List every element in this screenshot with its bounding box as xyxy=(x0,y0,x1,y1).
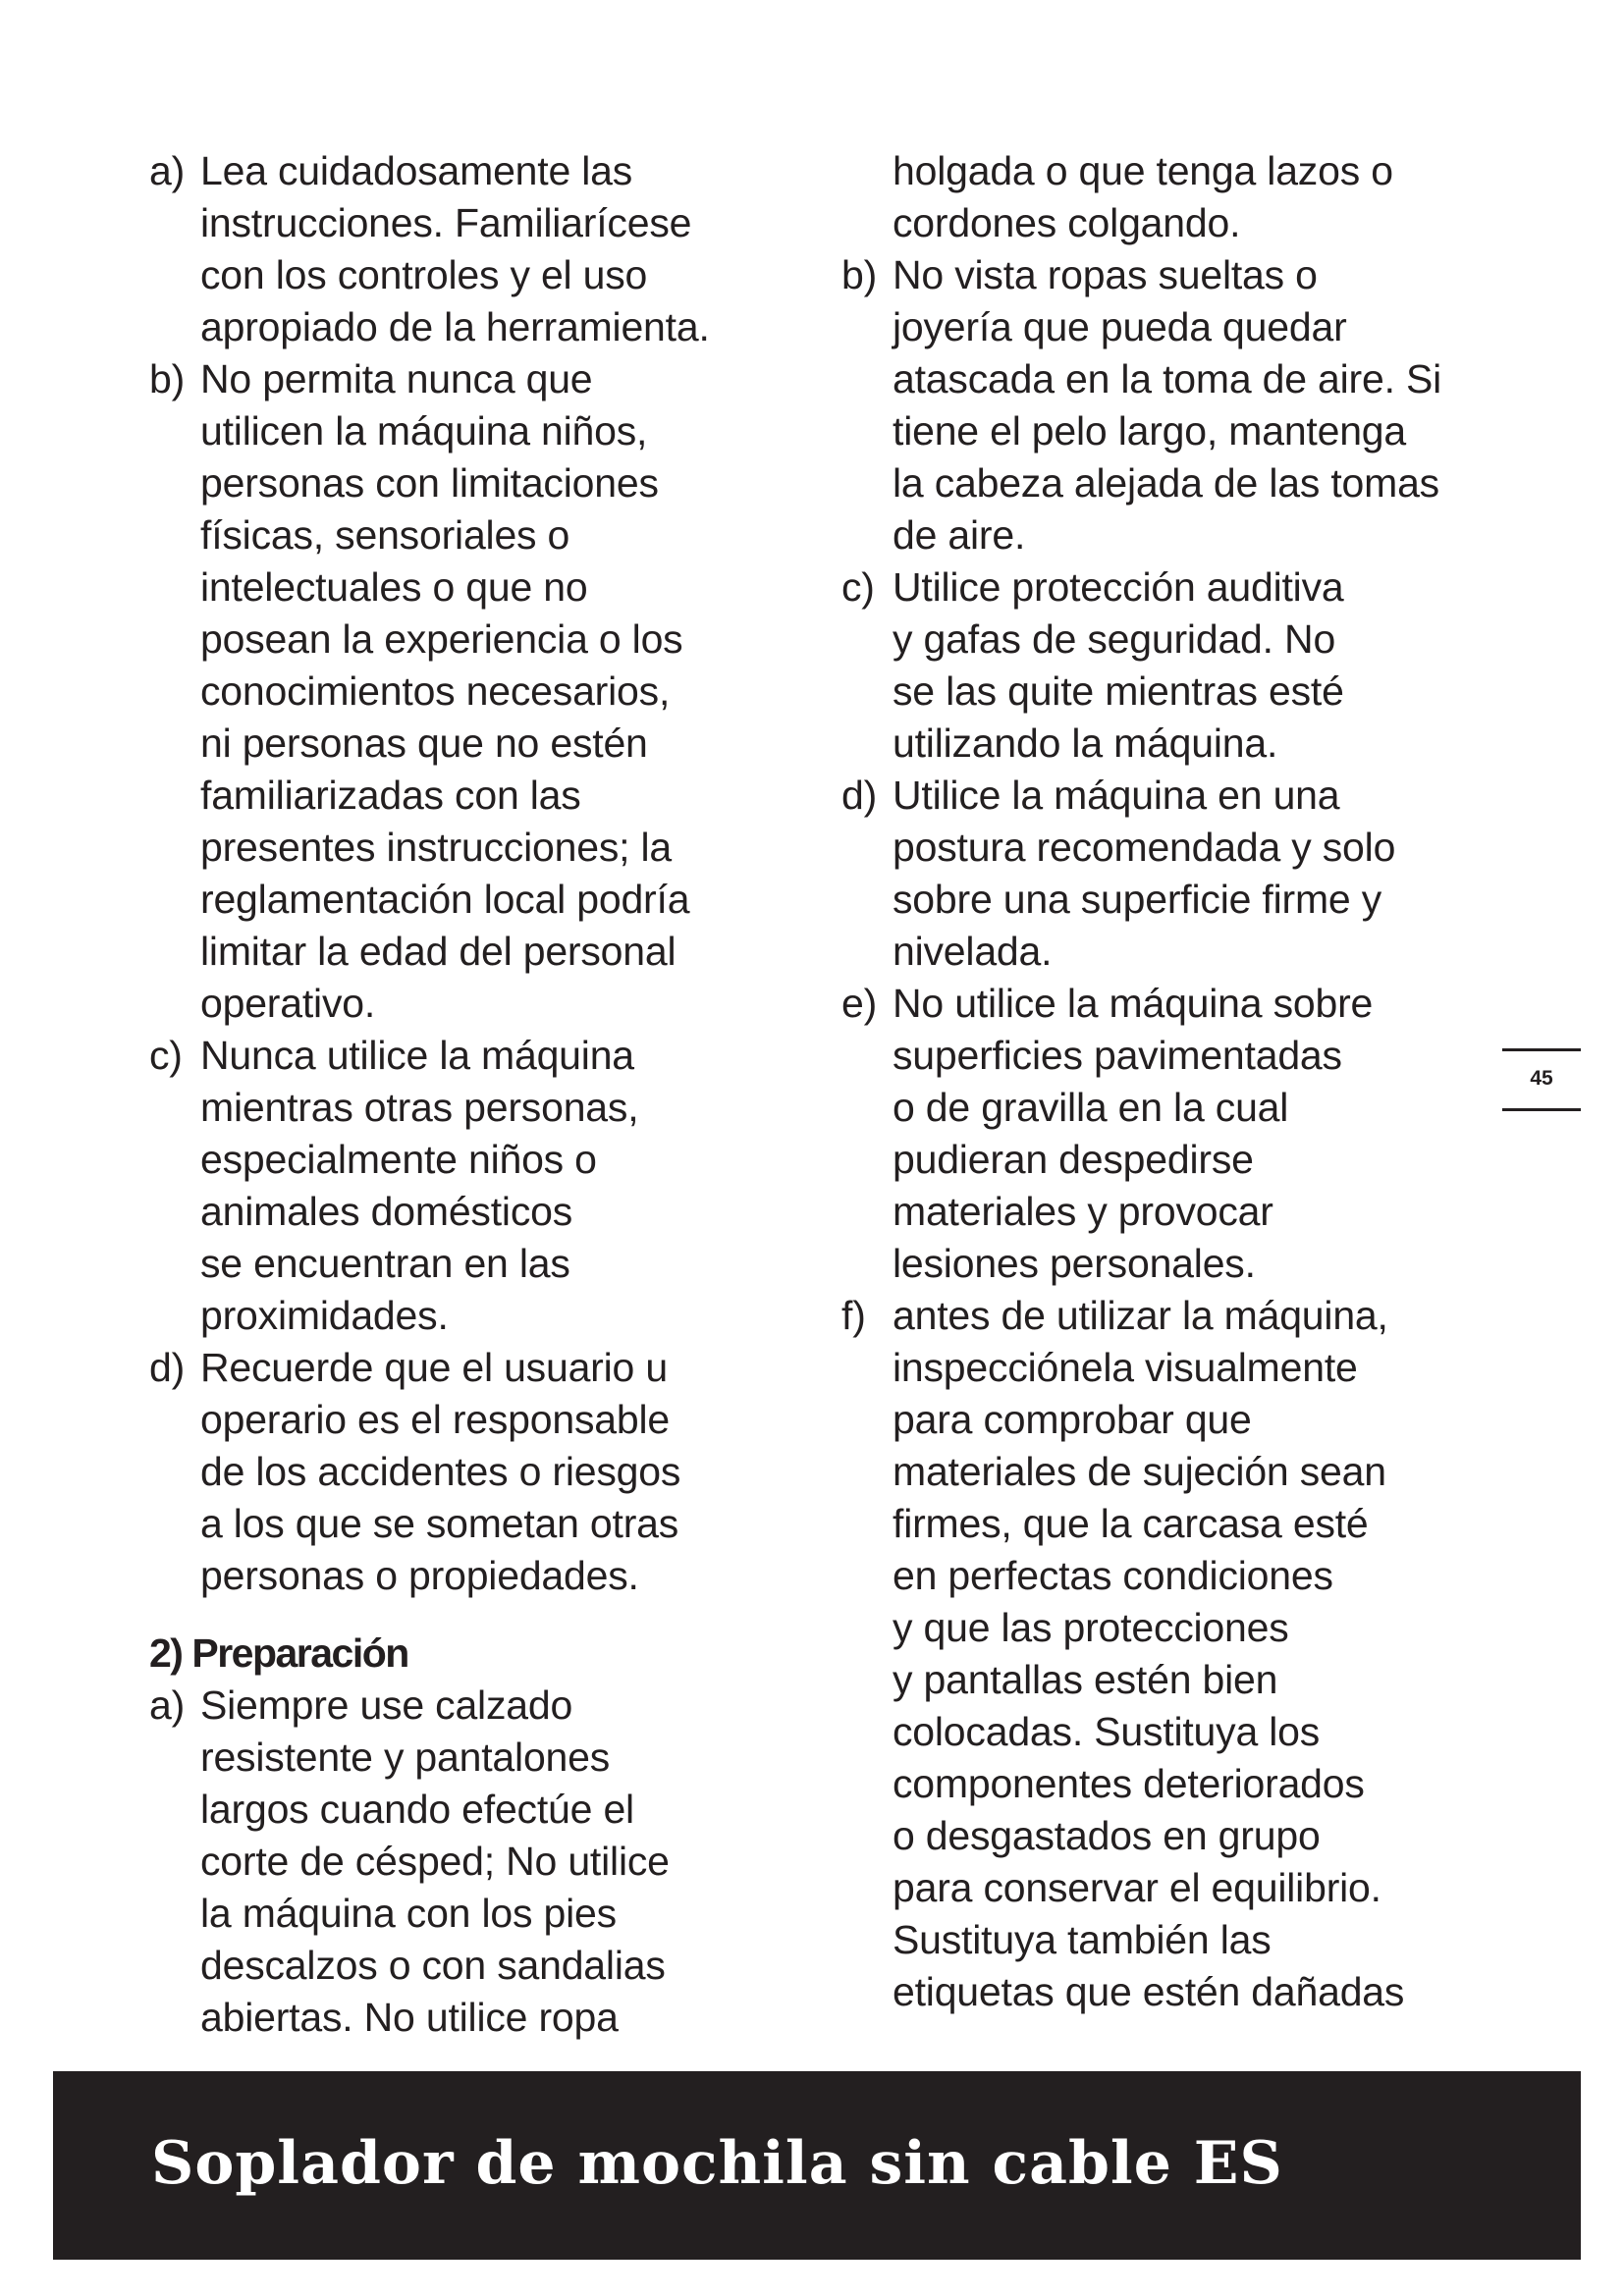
section-heading-preparacion: 2) Preparación xyxy=(149,1630,408,1676)
list-item-text-line: instrucciones. Familiarícese xyxy=(200,200,692,245)
list-item xyxy=(149,145,827,353)
list-item-text-line: mientras otras personas, xyxy=(200,1085,639,1130)
list-item-marker: c) xyxy=(149,1033,183,1078)
list-item-marker: e) xyxy=(841,981,878,1026)
list-item-text-line: No permita nunca que xyxy=(200,356,593,401)
list-item-text-line: materiales de sujeción sean xyxy=(893,1449,1386,1494)
list-item-marker: d) xyxy=(149,1345,186,1390)
list-item-text-line: pudieran despedirse xyxy=(893,1137,1254,1182)
list-item-text-line: utilicen la máquina niños, xyxy=(200,408,648,454)
continued-text-line: holgada o que tenga lazos o xyxy=(893,148,1393,193)
list-item xyxy=(149,1342,827,1602)
list-item-text-line: resistente y pantalones xyxy=(200,1735,611,1780)
list-item-text-line: de aire. xyxy=(893,512,1026,558)
page-number: 45 xyxy=(1530,1067,1553,1090)
list-item-text-line: animales domésticos xyxy=(200,1189,573,1234)
continued-text xyxy=(841,145,1494,249)
list-item-text-line: operativo. xyxy=(200,981,376,1026)
list-item-text-line: abiertas. No utilice ropa xyxy=(200,1995,619,2040)
list-item-marker: b) xyxy=(841,252,878,297)
list-item xyxy=(841,770,1494,978)
list-item-text-line: Recuerde que el usuario u xyxy=(200,1345,668,1390)
list-item-text-line: firmes, que la carcasa esté xyxy=(893,1501,1369,1546)
list-item-text-line: y gafas de seguridad. No xyxy=(893,616,1336,662)
right-column xyxy=(841,145,1494,2018)
preparation-instruction-list xyxy=(149,1680,827,2044)
list-item-text-line: corte de césped; No utilice xyxy=(200,1839,670,1884)
left-instruction-list xyxy=(149,145,827,1602)
list-item-text-line: materiales y provocar xyxy=(893,1189,1273,1234)
continued-text-line: cordones colgando. xyxy=(893,200,1241,245)
list-item-text-line: y pantallas estén bien xyxy=(893,1657,1278,1702)
list-item-text-line: apropiado de la herramienta. xyxy=(200,304,710,349)
list-item-text-line: personas con limitaciones xyxy=(200,460,659,506)
list-item xyxy=(841,978,1494,1290)
list-item-text-line: tiene el pelo largo, mantenga xyxy=(893,408,1407,454)
list-item-text-line: posean la experiencia o los xyxy=(200,616,683,662)
list-item-text-line: y que las protecciones xyxy=(893,1605,1289,1650)
list-item-text-line: presentes instrucciones; la xyxy=(200,825,673,870)
list-item-text-line: limitar la edad del personal xyxy=(200,929,677,974)
list-item-text-line: se encuentran en las xyxy=(200,1241,570,1286)
list-item-text-line: No utilice la máquina sobre xyxy=(893,981,1374,1026)
list-item-text-line: Utilice protección auditiva xyxy=(893,564,1344,610)
list-item-text-line: intelectuales o que no xyxy=(200,564,588,610)
list-item-text-line: proximidades. xyxy=(200,1293,449,1338)
list-item-text-line: para comprobar que xyxy=(893,1397,1252,1442)
list-item-marker: f) xyxy=(841,1293,866,1338)
list-item-text-line: o de gravilla en la cual xyxy=(893,1085,1289,1130)
list-item-text-line: postura recomendada y solo xyxy=(893,825,1396,870)
list-item-text-line: Siempre use calzado xyxy=(200,1682,573,1728)
list-item-text-line: operario es el responsable xyxy=(200,1397,670,1442)
page-number-rule-bottom xyxy=(1502,1108,1581,1111)
list-item-text-line: atascada en la toma de aire. Si xyxy=(893,356,1442,401)
left-column xyxy=(149,145,827,2044)
list-item xyxy=(149,353,827,1030)
footer-title: Soplador de mochila sin cable ES xyxy=(151,2129,1283,2198)
list-item-marker: a) xyxy=(149,1682,186,1728)
list-item-text-line: con los controles y el uso xyxy=(200,252,648,297)
list-item-text-line: etiquetas que estén dañadas xyxy=(893,1969,1405,2014)
list-item-text-line: físicas, sensoriales o xyxy=(200,512,570,558)
list-item-text-line: descalzos o con sandalias xyxy=(200,1943,666,1988)
list-item-text-line: utilizando la máquina. xyxy=(893,721,1278,766)
list-item-text-line: ni personas que no estén xyxy=(200,721,648,766)
list-item-text-line: la cabeza alejada de las tomas xyxy=(893,460,1439,506)
list-item-text-line: para conservar el equilibrio. xyxy=(893,1865,1381,1910)
list-item-text-line: conocimientos necesarios, xyxy=(200,668,671,714)
list-item-text-line: la máquina con los pies xyxy=(200,1891,617,1936)
list-item-marker: c) xyxy=(841,564,875,610)
list-item-text-line: inspecciónela visualmente xyxy=(893,1345,1358,1390)
list-item-text-line: sobre una superficie firme y xyxy=(893,877,1382,922)
list-item-text-line: lesiones personales. xyxy=(893,1241,1256,1286)
list-item-marker: d) xyxy=(841,773,878,818)
list-item-text-line: se las quite mientras esté xyxy=(893,668,1344,714)
list-item-marker: a) xyxy=(149,148,186,193)
list-item-text-line: largos cuando efectúe el xyxy=(200,1787,634,1832)
list-item xyxy=(149,1680,827,2044)
list-item xyxy=(841,249,1494,561)
right-instruction-list xyxy=(841,249,1494,2018)
list-item-text-line: de los accidentes o riesgos xyxy=(200,1449,681,1494)
list-item-text-line: nivelada. xyxy=(893,929,1053,974)
list-item-text-line: colocadas. Sustituya los xyxy=(893,1709,1321,1754)
list-item-text-line: Nunca utilice la máquina xyxy=(200,1033,634,1078)
list-item-text-line: No vista ropas sueltas o xyxy=(893,252,1318,297)
list-item-text-line: Lea cuidadosamente las xyxy=(200,148,633,193)
list-item-text-line: componentes deteriorados xyxy=(893,1761,1365,1806)
list-item-marker: b) xyxy=(149,356,186,401)
page-number-rule-top xyxy=(1502,1048,1581,1051)
list-item-text-line: antes de utilizar la máquina, xyxy=(893,1293,1388,1338)
list-item-text-line: joyería que pueda quedar xyxy=(893,304,1347,349)
list-item-text-line: superficies pavimentadas xyxy=(893,1033,1342,1078)
list-item-text-line: en perfectas condiciones xyxy=(893,1553,1333,1598)
list-item-text-line: personas o propiedades. xyxy=(200,1553,639,1598)
list-item-text-line: familiarizadas con las xyxy=(200,773,581,818)
list-item xyxy=(149,1030,827,1342)
list-item-text-line: o desgastados en grupo xyxy=(893,1813,1321,1858)
list-item xyxy=(841,1290,1494,2018)
list-item-text-line: a los que se sometan otras xyxy=(200,1501,679,1546)
list-item-text-line: especialmente niños o xyxy=(200,1137,597,1182)
page-number-block xyxy=(1502,1048,1581,1111)
list-item-text-line: Utilice la máquina en una xyxy=(893,773,1340,818)
list-item xyxy=(841,561,1494,770)
footer-band xyxy=(53,2071,1581,2260)
list-item-text-line: Sustituya también las xyxy=(893,1917,1272,1962)
list-item-text-line: reglamentación local podría xyxy=(200,877,690,922)
